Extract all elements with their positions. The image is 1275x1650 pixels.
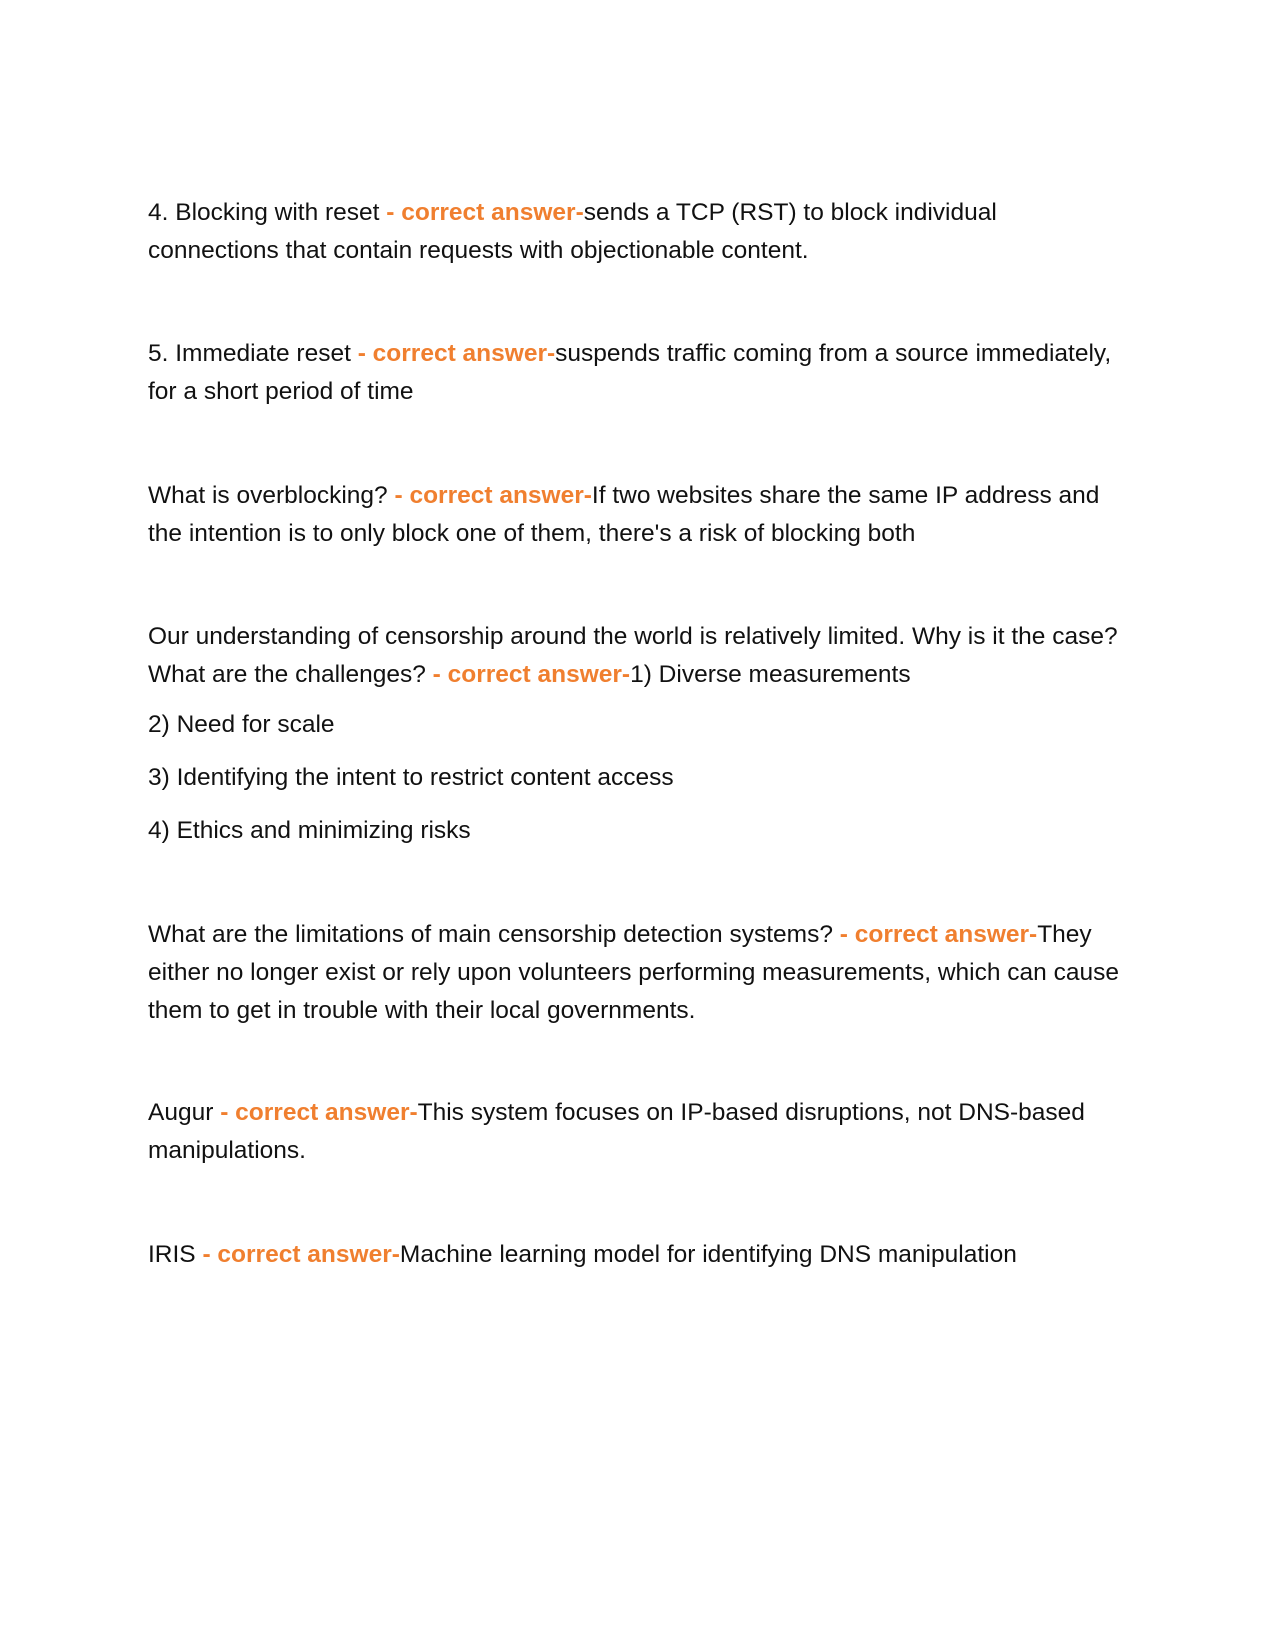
qa-iris bbox=[148, 1236, 1133, 1274]
answer-list-item: 3) Identifying the intent to restrict content access bbox=[148, 764, 674, 791]
correct-answer-separator: - correct answer- bbox=[379, 199, 584, 226]
answer-text: They either no longer exist or rely upon volunteers performing measurements, which can cause them to get in trouble with their local governments. bbox=[148, 921, 1119, 1024]
correct-answer-separator: - correct answer- bbox=[425, 661, 631, 688]
correct-answer-separator: - correct answer- bbox=[350, 340, 556, 367]
question-text: IRIS bbox=[148, 1241, 196, 1268]
answer-text: If two websites share the same IP address and the intention is to only block one of them, there's a risk of blocking both bbox=[148, 482, 1100, 547]
question-text: Our understanding of censorship around the world is relatively limited. Why is it the case? What are the challenges? bbox=[148, 623, 1118, 688]
qa-immediate-reset bbox=[148, 335, 1133, 411]
question-text: What are the limitations of main censorship detection systems? bbox=[148, 921, 833, 948]
correct-answer-separator: - correct answer- bbox=[387, 482, 592, 509]
question-text: What is overblocking? bbox=[148, 482, 388, 509]
correct-answer-separator: - correct answer- bbox=[213, 1099, 418, 1126]
qa-censorship-challenges bbox=[148, 618, 1133, 694]
qa-blocking-with-reset bbox=[148, 194, 1133, 270]
answer-text: Machine learning model for identifying DNS manipulation bbox=[399, 1241, 1017, 1268]
answer-text: suspends traffic coming from a source immediately, for a short period of time bbox=[148, 340, 1112, 405]
question-text: 4. Blocking with reset bbox=[148, 199, 380, 226]
answer-text: This system focuses on IP-based disruptions, not DNS-based manipulations. bbox=[148, 1099, 1085, 1164]
qa-augur bbox=[148, 1094, 1133, 1170]
answer-text: sends a TCP (RST) to block individual connections that contain requests with objectionable content. bbox=[148, 199, 997, 264]
correct-answer-separator: - correct answer- bbox=[195, 1241, 400, 1268]
correct-answer-separator: - correct answer- bbox=[832, 921, 1038, 948]
question-text: Augur bbox=[148, 1099, 214, 1126]
answer-list-item: 4) Ethics and minimizing risks bbox=[148, 817, 471, 844]
answer-list-item: 2) Need for scale bbox=[148, 711, 335, 738]
question-text: 5. Immediate reset bbox=[148, 340, 351, 367]
answer-text: 1) Diverse measurements bbox=[630, 661, 911, 688]
qa-detection-limitations bbox=[148, 916, 1133, 1030]
qa-overblocking bbox=[148, 477, 1133, 553]
